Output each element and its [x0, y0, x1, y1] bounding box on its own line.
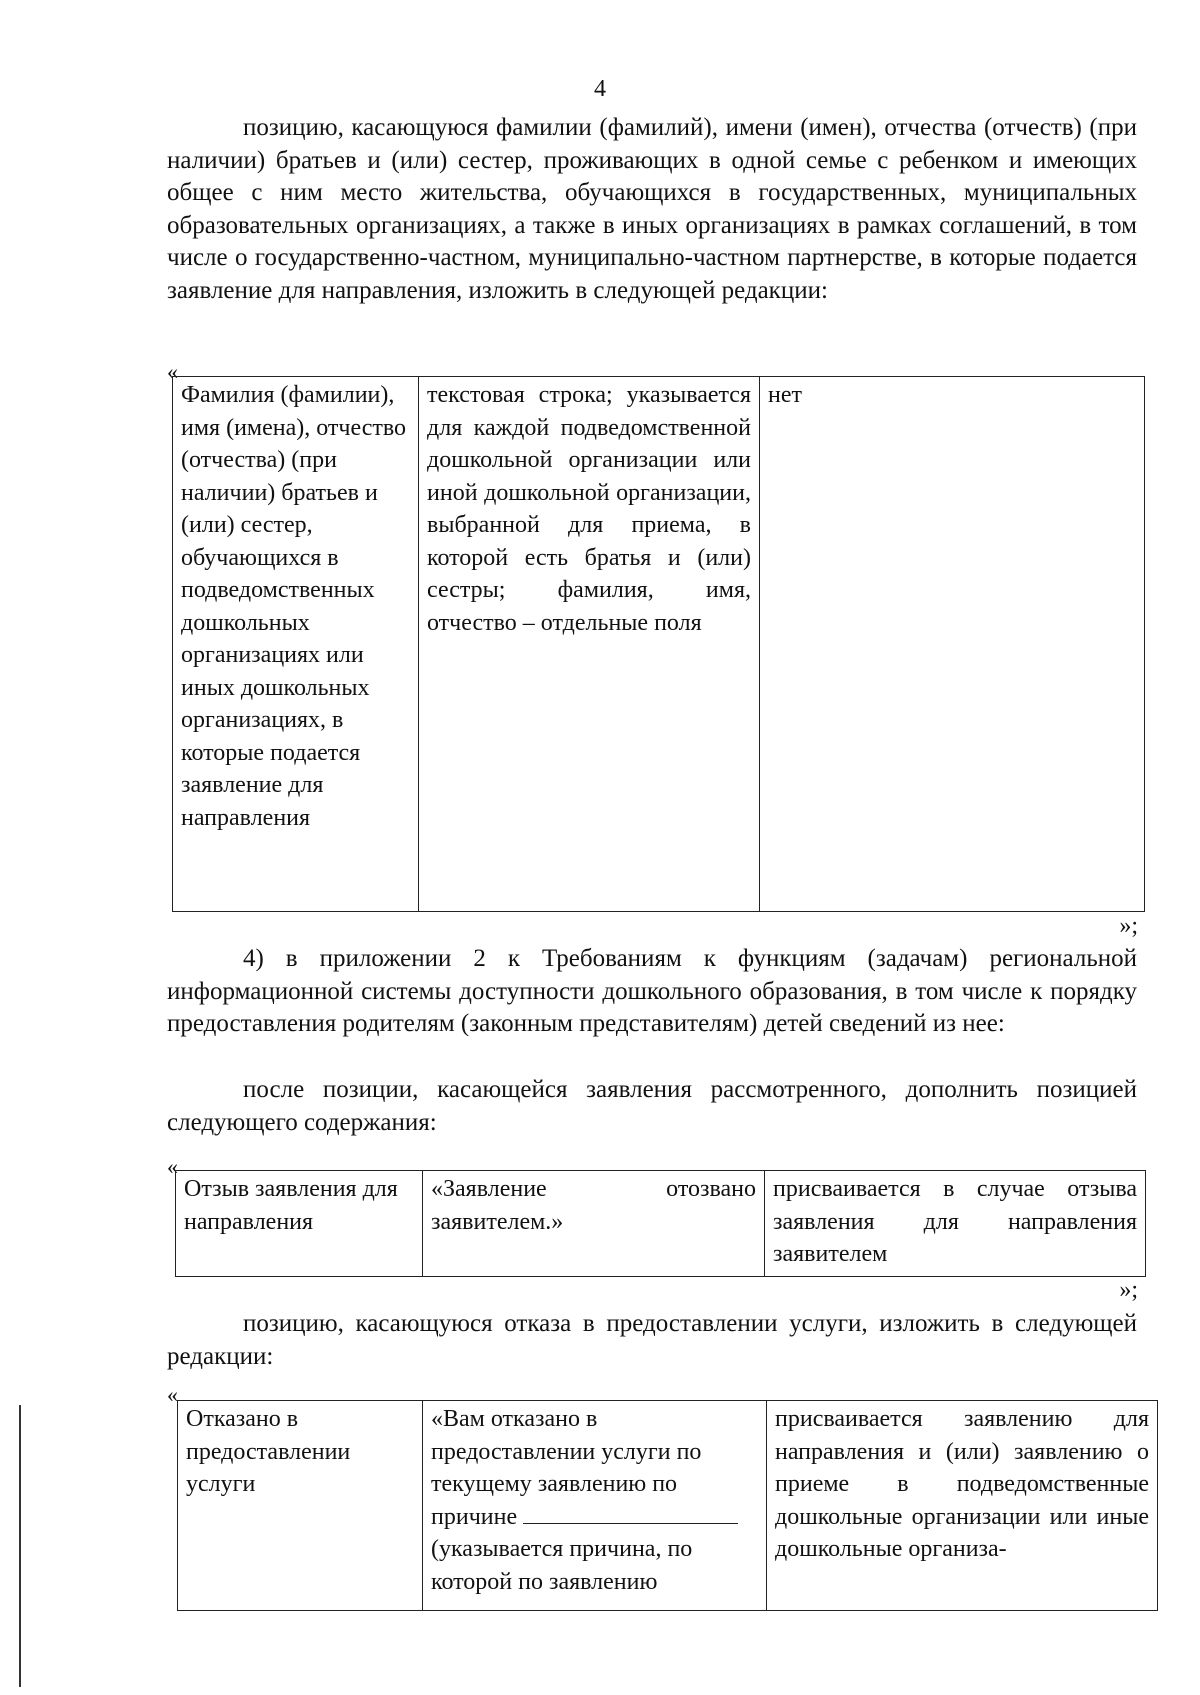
refusal-message-text: «Вам отказано в предоставлении услуги по текущему заявлению по причине — [431, 1406, 702, 1530]
reason-blank-line — [523, 1501, 738, 1524]
paragraph-after-position: после позиции, касающейся заявления рассмотренного, дополнить позицией следующего содержания: — [167, 1076, 1137, 1136]
paragraph-appendix-2: 4) в приложении 2 к Требованиям к функциям (задачам) региональной информационной системы доступности дошкольного образования, в том числе к порядку предоставления родителям (законным представителям) детей сведений из нее: — [167, 945, 1137, 1037]
paragraph-siblings-position: позицию, касающуюся фамилии (фамилий), имени (имен), отчества (отчеств) (при наличии) братьев и (или) сестер, проживающих в одной семье с ребенком и имеющих общее с ним место жительства, обучающихся в государственных, муниципальных образовательных организациях, а также в иных организациях в рамках соглашений, в том числе о государственно-частном, муниципально-частном партнерстве, в которые подается заявление для направления, изложить в следующей редакции: — [167, 114, 1137, 304]
withdrawal-table — [175, 1170, 1146, 1277]
paragraph-refusal-position: позицию, касающуюся отказа в предоставлении услуги, изложить в следующей редакции: — [167, 1310, 1137, 1370]
table-cell-field-name: Фамилия (фамилии), имя (имена), отчество (отчества) (при наличии) братьев и (или) сестер, обучающихся в подведомственных дошкольных организациях или иных дошкольных организациях, в которые подается заявление для направления — [173, 377, 419, 912]
page-number: 4 — [594, 76, 606, 102]
refusal-table — [177, 1400, 1158, 1611]
closing-quote-mark: »; — [1119, 913, 1138, 939]
table-cell-required: нет — [760, 377, 1145, 912]
opening-quote-mark: « — [167, 1154, 178, 1179]
closing-quote-mark: »; — [1119, 1277, 1138, 1303]
opening-quote-mark: « — [167, 1382, 178, 1407]
table-cell-status-name: Отказано в предоставлении услуги — [178, 1401, 423, 1611]
table-row — [178, 1401, 1158, 1611]
table-row — [173, 377, 1145, 912]
table-cell-status-condition: присваивается заявлению для направления и (или) заявлению о приеме в подведомственные дошкольные организации или иные дошкольные организа- — [767, 1401, 1158, 1611]
table-row — [176, 1171, 1146, 1277]
opening-quote-mark: « — [167, 359, 178, 384]
refusal-reason-note: (указывается причина, по которой по заявлению — [431, 1536, 693, 1595]
table-cell-status-condition: присваивается в случае отзыва заявления для направления заявителем — [765, 1171, 1146, 1277]
table-cell-field-format: текстовая строка; указывается для каждой подведомственной дошкольной организации или иной дошкольной организации, выбранной для приема, в которой есть братья и (или) сестры; фамилия, имя, отчество – отдельные поля — [419, 377, 760, 912]
table-cell-status-message: «Заявление отозвано заявителем.» — [423, 1171, 765, 1277]
table-cell-status-name: Отзыв заявления для направления — [176, 1171, 423, 1277]
margin-rule-line — [19, 1405, 21, 1687]
siblings-table — [172, 376, 1145, 912]
table-cell-status-message — [423, 1401, 767, 1611]
